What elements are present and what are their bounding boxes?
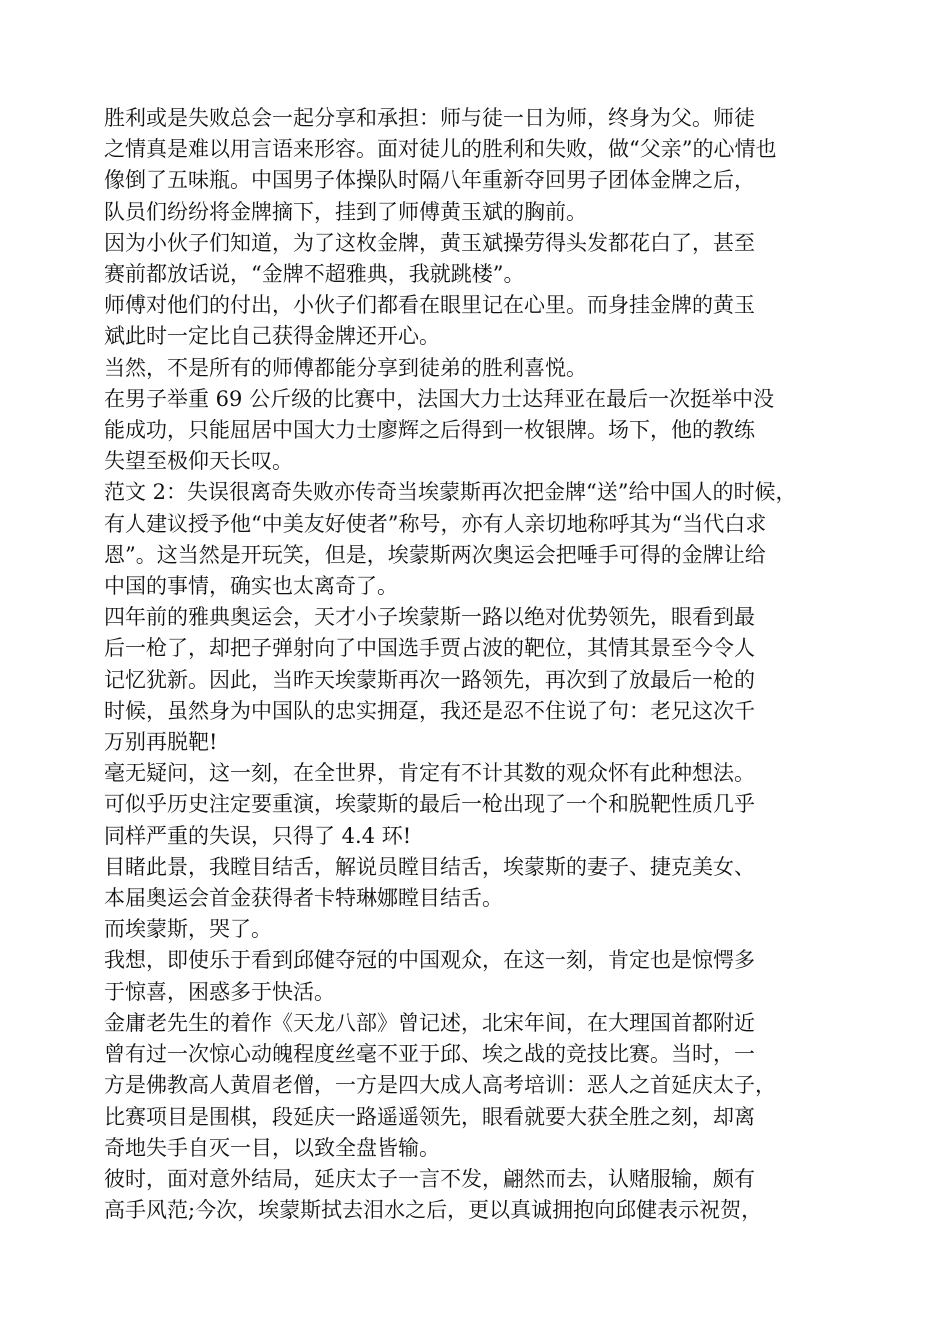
text-line: 金庸老先生的着作《天龙八部》曾记述，北宋年间，在大理国首都附近: [104, 1010, 755, 1035]
text-line: 而埃蒙斯，哭了。: [104, 917, 272, 942]
text-line: 记忆犹新。因此，当昨天埃蒙斯再次一路领先，再次到了放最后一枪的: [104, 667, 755, 692]
text-line: 之情真是难以用言语来形容。面对徒儿的胜利和失败，做“父亲”的心情也: [104, 137, 777, 162]
text-line: 我想，即使乐于看到邱健夺冠的中国观众，在这一刻，肯定也是惊愕多: [104, 948, 755, 973]
paragraph: [104, 1164, 864, 1226]
text-line: 师傅对他们的付出，小伙子们都看在眼里记在心里。而身挂金牌的黄玉: [104, 293, 755, 318]
paragraph: [104, 384, 864, 478]
text-line: 可似乎历史注定要重演，埃蒙斯的最后一枪出现了一个和脱靶性质几乎: [104, 792, 755, 817]
text-line: 四年前的雅典奥运会，天才小子埃蒙斯一路以绝对优势领先，眼看到最: [104, 605, 755, 630]
document-body: [104, 103, 864, 1226]
text-line: 比赛项目是围棋，段延庆一路遥遥领先，眼看就要大获全胜之刻，却离: [104, 1104, 755, 1129]
text-line: 像倒了五味瓶。中国男子体操队时隔八年重新夺回男子团体金牌之后，: [104, 168, 755, 193]
paragraph: [104, 103, 864, 228]
text-line: 后一枪了，却把子弹射向了中国选手贾占波的靶位，其情其景至今令人: [104, 636, 755, 661]
paragraph: [104, 914, 864, 945]
text-line: 队员们纷纷将金牌摘下，挂到了师傅黄玉斌的胸前。: [104, 199, 587, 224]
text-line: 当然，不是所有的师傅都能分享到徒弟的胜利喜悦。: [104, 355, 587, 380]
paragraph: [104, 758, 864, 789]
text-line: 能成功，只能屈居中国大力士廖辉之后得到一枚银牌。场下，他的教练: [104, 418, 755, 443]
paragraph: [104, 945, 864, 1007]
paragraph: [104, 477, 864, 602]
text-line: 范文 2：失误很离奇失败亦传奇当埃蒙斯再次把金牌“送”给中国人的时候，: [104, 480, 797, 505]
paragraph: [104, 228, 864, 290]
text-line: 高手风范;今次，埃蒙斯拭去泪水之后，更以真诚拥抱向邱健表示祝贺，: [104, 1198, 763, 1223]
text-line: 奇地失手自灭一目，以致全盘皆输。: [104, 1135, 440, 1160]
text-line: 中国的事情，确实也太离奇了。: [104, 574, 398, 599]
text-line: 失望至极仰天长叹。: [104, 449, 293, 474]
paragraph: [104, 290, 864, 352]
text-line: 在男子举重 69 公斤级的比赛中，法国大力士达拜亚在最后一次挺举中没: [104, 386, 775, 411]
text-line: 赛前都放话说，“金牌不超雅典，我就跳楼”。: [104, 262, 525, 287]
paragraph: [104, 852, 864, 914]
text-line: 万别再脱靶!: [104, 730, 218, 755]
text-line: 方是佛教高人黄眉老僧，一方是四大成人高考培训：恶人之首延庆太子，: [104, 1073, 776, 1098]
paragraph: [104, 602, 864, 758]
text-line: 时候，虽然身为中国队的忠实拥趸，我还是忍不住说了句：老兄这次千: [104, 698, 755, 723]
text-line: 斌此时一定比自己获得金牌还开心。: [104, 324, 440, 349]
text-line: 胜利或是失败总会一起分享和承担：师与徒一日为师，终身为父。师徒: [104, 106, 755, 130]
paragraph: [104, 1008, 864, 1164]
text-line: 毫无疑问，这一刻，在全世界，肯定有不计其数的观众怀有此种想法。: [104, 761, 755, 786]
text-line: 于惊喜，困惑多于快活。: [104, 979, 335, 1004]
paragraph: [104, 353, 864, 384]
text-line: 本届奥运会首金获得者卡特琳娜瞠目结舌。: [104, 886, 503, 911]
text-line: 同样严重的失误，只得了 4.4 环!: [104, 823, 412, 848]
text-line: 有人建议授予他“中美友好使者”称号，亦有人亲切地称呼其为“当代白求: [104, 511, 767, 536]
text-line: 彼时，面对意外结局，延庆太子一言不发，翩然而去，认赌服输，颇有: [104, 1166, 755, 1191]
text-line: 恩”。这当然是开玩笑，但是，埃蒙斯两次奥运会把唾手可得的金牌让给: [104, 542, 766, 567]
text-line: 目睹此景，我瞠目结舌，解说员瞠目结舌，埃蒙斯的妻子、捷克美女、: [104, 854, 755, 879]
paragraph: [104, 789, 864, 851]
text-line: 曾有过一次惊心动魄程度丝毫不亚于邱、埃之战的竞技比赛。当时，一: [104, 1042, 755, 1067]
text-line: 因为小伙子们知道，为了这枚金牌，黄玉斌操劳得头发都花白了，甚至: [104, 230, 755, 255]
